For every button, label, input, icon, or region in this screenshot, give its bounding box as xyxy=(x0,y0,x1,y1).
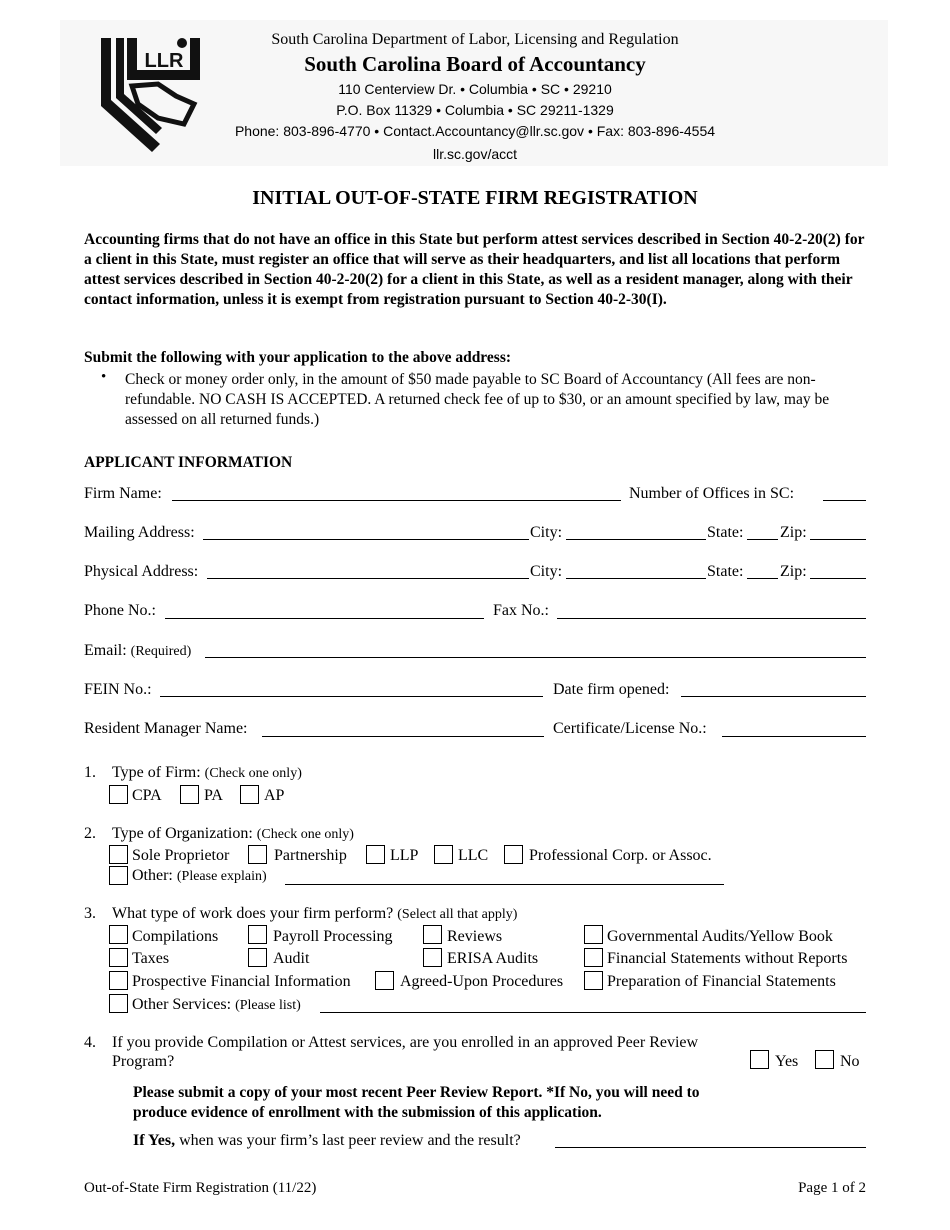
mailing-zip-label: Zip: xyxy=(780,524,807,541)
last-peer-review-field[interactable] xyxy=(555,1147,866,1148)
option-no: No xyxy=(840,1053,860,1070)
board-name: South Carolina Board of Accountancy xyxy=(304,52,646,76)
q2-number: 2. xyxy=(84,825,96,842)
mailing-city-field[interactable] xyxy=(566,539,706,540)
street-address: 110 Centerview Dr. • Columbia • SC • 29210 xyxy=(338,81,612,97)
q2-question xyxy=(112,825,354,843)
physical-state-field[interactable] xyxy=(747,578,778,579)
option-agreed-upon: Agreed-Upon Procedures xyxy=(400,973,564,990)
option-partnership: Partnership xyxy=(274,847,347,864)
org-other-note: (Please explain) xyxy=(176,869,267,884)
option-llp: LLP xyxy=(390,847,419,864)
q1-note: (Check one only) xyxy=(204,766,302,781)
mailing-city-label: City: xyxy=(530,524,563,541)
applicant-heading: APPLICANT INFORMATION xyxy=(84,454,293,471)
date-opened-label: Date firm opened: xyxy=(553,681,670,698)
checkbox-llc[interactable] xyxy=(434,845,453,864)
offices-label: Number of Offices in SC: xyxy=(629,485,795,502)
contact-info: Phone: 803-896-4770 • Contact.Accountancy@llr.sc.gov • Fax: 803-896-4554 xyxy=(234,123,716,139)
checkbox-llp[interactable] xyxy=(366,845,385,864)
q4-question-line1: If you provide Compilation or Attest services, are you enrolled in an approved Peer Review xyxy=(112,1034,699,1051)
other-services-note: (Please list) xyxy=(235,998,301,1013)
physical-city-field[interactable] xyxy=(566,578,706,579)
logo-text: LLR xyxy=(144,50,184,72)
if-yes-text: when was your firm’s last peer review and the result? xyxy=(175,1132,521,1149)
peer-review-note: Please submit a copy of your most recent Peer Review Report. *If No, you will need to produce evidence of enrollment with the submission of this application. xyxy=(133,1084,700,1121)
mailing-zip-field[interactable] xyxy=(810,539,866,540)
po-box-address: P.O. Box 11329 • Columbia • SC 29211-1329 xyxy=(336,102,614,118)
other-services-text: Other Services: xyxy=(132,996,232,1013)
fax-label: Fax No.: xyxy=(493,602,549,619)
certificate-label: Certificate/License No.: xyxy=(553,720,707,737)
checkbox-cpa[interactable] xyxy=(109,785,128,804)
fee-instructions: Check or money order only, in the amount of $50 made payable to SC Board of Accountancy (All fees are non-refundable. NO CASH IS ACCEPTED. A returned check fee of up to $30, or an amount specified by law, may be assessed on all returned funds.) xyxy=(125,371,830,428)
intro-paragraph: Accounting firms that do not have an office in this State but perform attest services described in Section 40-2-20(2) for a client in this State, must register an office that will serve as their headquarters, and list all locations that perform attest services described in Section 40-2-20(2) for a client in this State, as well as a resident manager, along with their contact information, unless it is exempt from registration pursuant to Section 40-2-30(I). xyxy=(84,231,865,308)
checkbox-reviews[interactable] xyxy=(423,925,442,944)
option-reviews: Reviews xyxy=(447,928,503,945)
option-erisa: ERISA Audits xyxy=(447,950,539,967)
q4-question-line2: Program? xyxy=(112,1053,175,1070)
certificate-field[interactable] xyxy=(722,736,866,737)
checkbox-other-services[interactable] xyxy=(109,994,128,1013)
option-audit: Audit xyxy=(273,950,310,967)
checkbox-pa[interactable] xyxy=(180,785,199,804)
firm-name-field[interactable] xyxy=(172,500,621,501)
option-governmental-audits: Governmental Audits/Yellow Book xyxy=(607,928,833,945)
website: llr.sc.gov/acct xyxy=(432,146,518,162)
checkbox-org-other[interactable] xyxy=(109,866,128,885)
q3-label: What type of work does your firm perform? xyxy=(112,905,394,922)
checkbox-fs-without-reports[interactable] xyxy=(584,948,603,967)
option-llc: LLC xyxy=(458,847,489,864)
org-other-label xyxy=(132,867,267,885)
email-required-note: (Required) xyxy=(130,644,192,659)
form-revision: Out-of-State Firm Registration (11/22) xyxy=(84,1180,317,1196)
checkbox-agreed-upon[interactable] xyxy=(375,971,394,990)
mailing-address-field[interactable] xyxy=(203,539,529,540)
other-services-field[interactable] xyxy=(320,1012,866,1013)
option-ap: AP xyxy=(264,787,285,804)
email-label-text: Email: xyxy=(84,642,127,659)
option-fs-without-reports: Financial Statements without Reports xyxy=(607,950,848,967)
date-opened-field[interactable] xyxy=(681,696,866,697)
option-payroll: Payroll Processing xyxy=(273,928,393,945)
fein-field[interactable] xyxy=(160,696,543,697)
fax-field[interactable] xyxy=(557,618,866,619)
mailing-state-label: State: xyxy=(707,524,744,541)
page-number: Page 1 of 2 xyxy=(798,1180,866,1196)
checkbox-compilations[interactable] xyxy=(109,925,128,944)
org-other-field[interactable] xyxy=(285,884,724,885)
resident-manager-field[interactable] xyxy=(262,736,544,737)
phone-label: Phone No.: xyxy=(84,602,156,619)
checkbox-payroll[interactable] xyxy=(248,925,267,944)
checkbox-audit[interactable] xyxy=(248,948,267,967)
if-yes-bold: If Yes, xyxy=(133,1132,176,1149)
email-field[interactable] xyxy=(205,657,866,658)
physical-zip-field[interactable] xyxy=(810,578,866,579)
checkbox-professional-corp[interactable] xyxy=(504,845,523,864)
if-yes-label xyxy=(133,1132,521,1150)
checkbox-sole-proprietor[interactable] xyxy=(109,845,128,864)
option-yes: Yes xyxy=(775,1053,799,1070)
form-title: INITIAL OUT-OF-STATE FIRM REGISTRATION xyxy=(252,187,698,209)
phone-field[interactable] xyxy=(165,618,484,619)
llr-logo-icon xyxy=(98,34,204,154)
org-other-text: Other: xyxy=(132,867,173,884)
checkbox-partnership[interactable] xyxy=(248,845,267,864)
firm-name-label: Firm Name: xyxy=(84,485,162,502)
q1-question xyxy=(112,764,302,782)
mailing-state-field[interactable] xyxy=(747,539,778,540)
checkbox-ap[interactable] xyxy=(240,785,259,804)
bullet-icon: • xyxy=(101,369,107,385)
physical-address-label: Physical Address: xyxy=(84,563,199,580)
checkbox-peer-review-yes[interactable] xyxy=(750,1050,769,1069)
checkbox-preparation-fs[interactable] xyxy=(584,971,603,990)
checkbox-governmental-audits[interactable] xyxy=(584,925,603,944)
other-services-label xyxy=(132,996,301,1014)
option-professional-corp: Professional Corp. or Assoc. xyxy=(529,847,712,864)
option-cpa: CPA xyxy=(132,787,162,804)
option-pa: PA xyxy=(204,787,223,804)
physical-address-field[interactable] xyxy=(207,578,529,579)
option-prospective: Prospective Financial Information xyxy=(132,973,351,990)
q3-number: 3. xyxy=(84,905,96,922)
checkbox-erisa[interactable] xyxy=(423,948,442,967)
q2-note: (Check one only) xyxy=(256,827,354,842)
mailing-address-label: Mailing Address: xyxy=(84,524,195,541)
submit-heading: Submit the following with your application to the above address: xyxy=(84,349,512,366)
option-taxes: Taxes xyxy=(132,950,170,967)
checkbox-peer-review-no[interactable] xyxy=(815,1050,834,1069)
q2-label: Type of Organization: xyxy=(112,825,253,842)
q3-question xyxy=(112,905,517,923)
department-name: South Carolina Department of Labor, Licensing and Regulation xyxy=(271,31,679,48)
checkbox-taxes[interactable] xyxy=(109,948,128,967)
q1-number: 1. xyxy=(84,764,96,781)
physical-city-label: City: xyxy=(530,563,563,580)
checkbox-prospective[interactable] xyxy=(109,971,128,990)
resident-manager-label: Resident Manager Name: xyxy=(84,720,248,737)
q1-label: Type of Firm: xyxy=(112,764,201,781)
fein-label: FEIN No.: xyxy=(84,681,152,698)
option-sole-proprietor: Sole Proprietor xyxy=(132,847,230,864)
option-preparation-fs: Preparation of Financial Statements xyxy=(607,973,836,990)
physical-zip-label: Zip: xyxy=(780,563,807,580)
q4-number: 4. xyxy=(84,1034,96,1051)
offices-field[interactable] xyxy=(823,500,866,501)
email-label xyxy=(84,642,191,660)
q3-note: (Select all that apply) xyxy=(397,907,518,922)
physical-state-label: State: xyxy=(707,563,744,580)
option-compilations: Compilations xyxy=(132,928,219,945)
